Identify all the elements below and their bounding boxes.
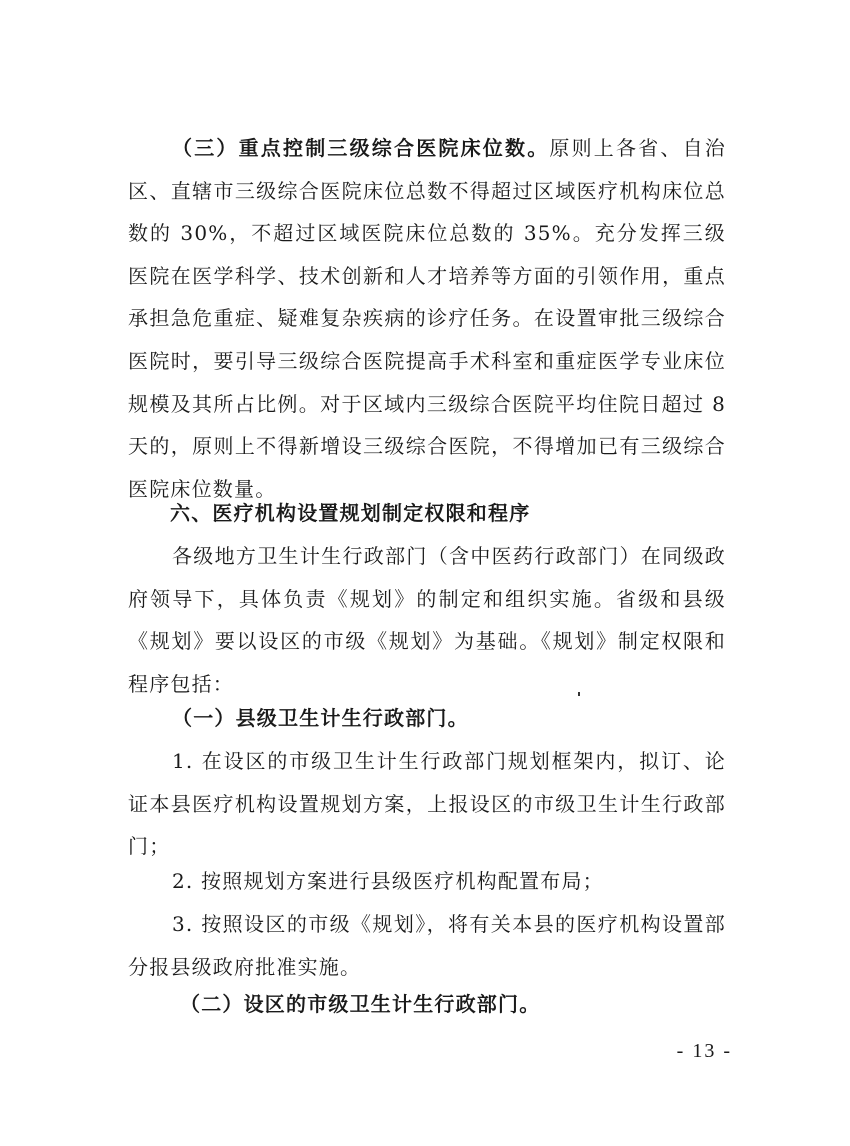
subsection-heading-city: （二）设区的市级卫生计生行政部门。 (180, 992, 541, 1016)
paragraph-label: （三）重点控制三级综合医院床位数。 (172, 136, 550, 160)
page-number: - 13 - (676, 1040, 732, 1062)
paragraph-body: 原则上各省、自治区、直辖市三级综合医院床位总数不得超过区域医疗机构床位总数的 30%，不超过区域医院床位总数的 35%。充分发挥三级医院在医学科学、技术创新和人才培养等方面的引领作用，重点承担急危重症、疑难复杂疾病的诊疗任务。在设置审批三级综合医院时，要引导三级综合医院提高手术科室和重症医学专业床位规模及其所占比例。对于区域内三级综合医院平均住院日超过 8 天的，原则上不得新增设三级综合医院，不得增加已有三级综合医院床位数量。 (128, 136, 726, 501)
paragraph-bed-control (128, 127, 726, 510)
section-heading: 六、医疗机构设置规划制定权限和程序 (170, 501, 531, 525)
list-item: 2. 按照规划方案进行县级医疗机构配置布局； (172, 869, 604, 893)
list-item: 1. 在设区的市级卫生计生行政部门规划框架内，拟订、论证本县医疗机构设置规划方案，上报设区的市级卫生计生行政部门； (128, 749, 726, 859)
section-intro-paragraph: 各级地方卫生计生行政部门（含中医药行政部门）在同级政府领导下，具体负责《规划》的制定和组织实施。省级和县级《规划》要以设区的市级《规划》为基础。《规划》制定权限和程序包括： (128, 544, 726, 696)
scan-speck (578, 692, 580, 696)
subsection-heading-county: （一）县级卫生计生行政部门。 (172, 706, 469, 730)
list-item: 3. 按照设区的市级《规划》，将有关本县的医疗机构设置部分报县级政府批准实施。 (128, 912, 726, 979)
